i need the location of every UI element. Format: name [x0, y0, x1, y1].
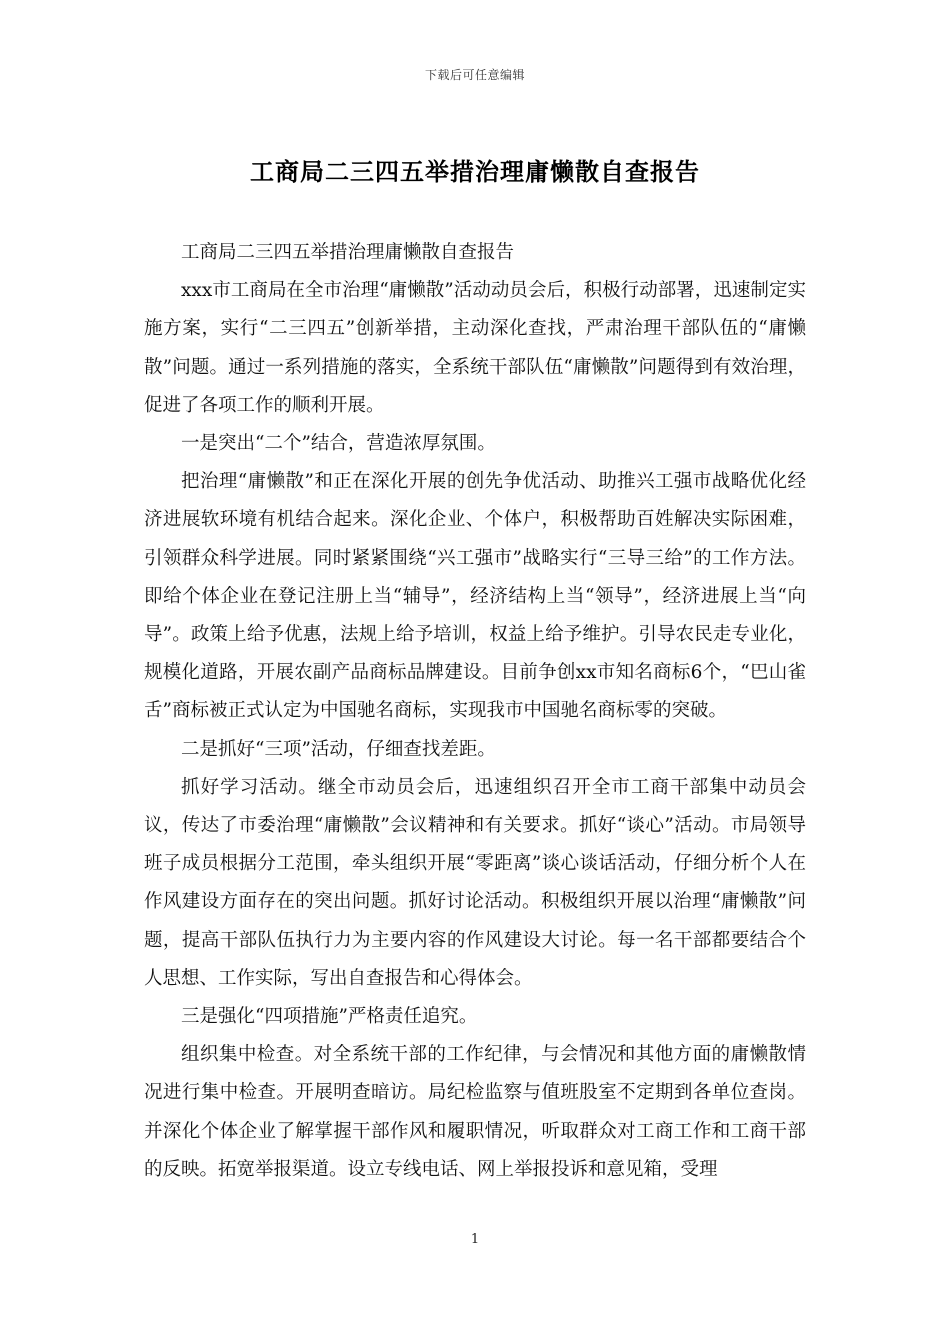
paragraph-section-2: 抓好学习活动。继全市动员会后，迅速组织召开全市工商干部集中动员会议，传达了市委治理“庸懒散”会议精神和有关要求。抓好“谈心”活动。市局领导班子成员根据分工范围，牵头组织开展“零距离”谈心谈话活动，仔细分析个人在作风建设方面存在的突出问题。抓好讨论活动。积极组织开展以治理“庸懒散”问题，提高干部队伍执行力为主要内容的作风建设大讨论。每一名干部都要结合个人思想、工作实际，写出自查报告和心得体会。	[144, 776, 806, 989]
document-body	[144, 234, 806, 1189]
document-title: 工商局二三四五举措治理庸懒散自查报告	[250, 157, 700, 186]
section-heading-3: 三是强化“四项措施”严格责任追究。	[181, 1006, 478, 1028]
paragraph-section-3: 组织集中检查。对全系统干部的工作纪律，与会情况和其他方面的庸懒散情况进行集中检查。开展明查暗访。局纪检监察与值班股室不定期到各单位查岗。并深化个体企业了解掌握干部作风和履职情况，听取群众对工商工作和工商干部的反映。拓宽举报渠道。设立专线电话、网上举报投诉和意见箱，受理	[144, 1044, 806, 1180]
page-number: 1	[470, 1232, 480, 1247]
section-heading-2: 二是抓好“三项”活动，仔细查找差距。	[181, 738, 496, 760]
paragraph-section-1: 把治理“庸懒散”和正在深化开展的创先争优活动、助推兴工强市战略优化经济进展软环境有机结合起来。深化企业、个体户，积极帮助百姓解决实际困难，引领群众科学进展。同时紧紧围绕“兴工强市”战略实行“三导三给”的工作方法。即给个体企业在登记注册上当“辅导”，经济结构上当“领导”，经济进展上当“向导”。政策上给予优惠，法规上给予培训，权益上给予维护。引导农民走专业化，规模化道路，开展农副产品商标品牌建设。目前争创xx市知名商标6个，“巴山雀舌”商标被正式认定为中国驰名商标，实现我市中国驰名商标零的突破。	[144, 471, 806, 722]
paragraph-intro: xxx市工商局在全市治理“庸懒散”活动动员会后，积极行动部署，迅速制定实施方案，实行“二三四五”创新举措，主动深化查找，严肃治理干部队伍的“庸懒散”问题。通过一系列措施的落实，全系统干部队伍“庸懒散”问题得到有效治理，促进了各项工作的顺利开展。	[144, 280, 806, 416]
header-note: 下载后可任意编辑	[424, 68, 525, 82]
paragraph-subtitle: 工商局二三四五举措治理庸懒散自查报告	[181, 242, 515, 263]
section-heading-1: 一是突出“二个”结合，营造浓厚氛围。	[181, 433, 496, 455]
